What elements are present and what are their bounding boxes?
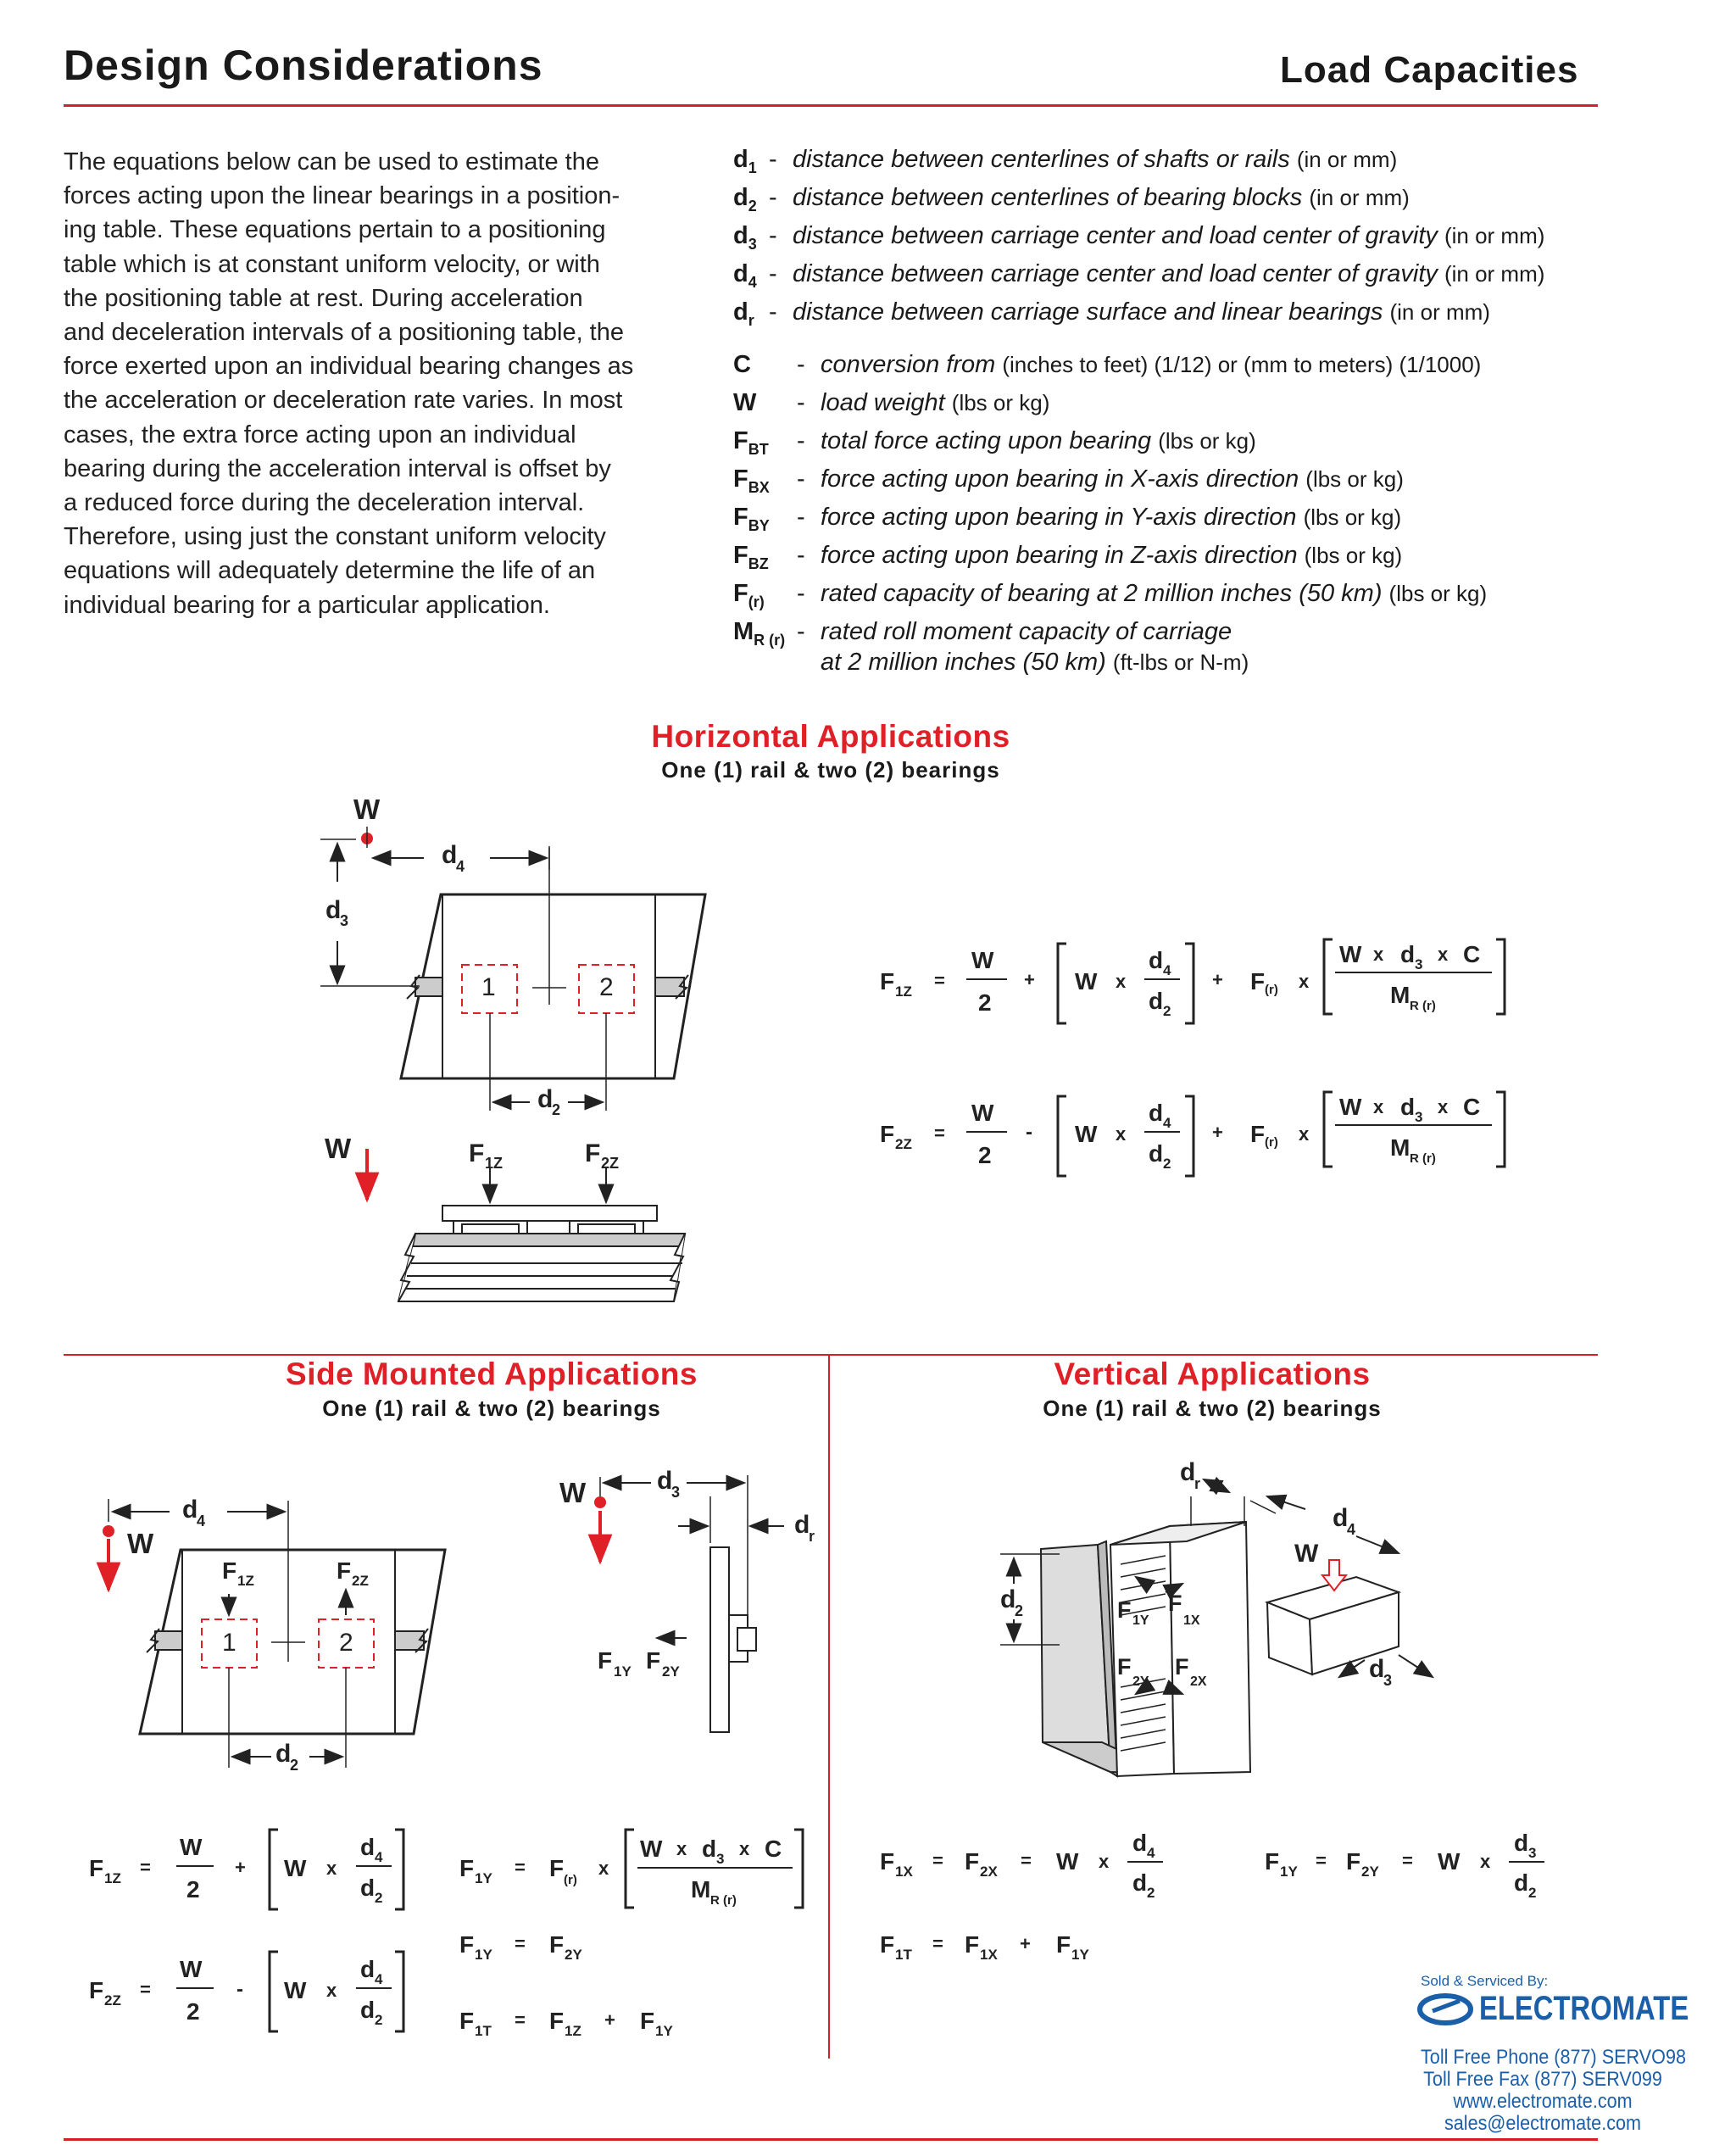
svg-text:1Y: 1Y <box>475 1947 492 1963</box>
svg-text:F: F <box>1117 1654 1132 1680</box>
svg-text:F: F <box>337 1557 352 1584</box>
svg-text:d: d <box>702 1836 717 1862</box>
svg-text:+: + <box>1212 1122 1223 1143</box>
svg-text:F: F <box>640 2008 655 2034</box>
svg-text:x: x <box>1373 944 1384 965</box>
horizontal-side-labels <box>325 1133 619 1172</box>
definition-dash: - <box>769 184 777 211</box>
label-bearing-1: 1 <box>481 973 496 1001</box>
svg-text:2Z: 2Z <box>104 1992 121 2008</box>
definition-text: load weight (lbs or kg) <box>821 389 1050 416</box>
svg-text:x: x <box>326 1980 337 2001</box>
definition-unit: (in or mm) <box>1444 261 1545 287</box>
svg-text:R (r): R (r) <box>1410 1151 1436 1166</box>
definition-symbol: C <box>733 351 751 378</box>
svg-text:d: d <box>1000 1585 1016 1613</box>
svg-text:4: 4 <box>1163 962 1171 978</box>
svg-text:d: d <box>1514 1830 1529 1856</box>
vertical-equations <box>880 1830 1544 1963</box>
svg-text:3: 3 <box>1415 1109 1423 1125</box>
svg-text:C: C <box>1463 941 1481 967</box>
svg-text:W: W <box>1075 968 1098 994</box>
svg-text:=: = <box>932 1933 943 1954</box>
svg-text:x: x <box>676 1838 687 1859</box>
definition-dash: - <box>769 260 777 287</box>
intro-line: Therefore, using just the constant uniform velocity <box>64 523 606 551</box>
svg-text:2: 2 <box>1528 1885 1537 1901</box>
definition-text: at 2 million inches (50 km) (ft-lbs or N-m) <box>821 649 1249 676</box>
vertical-iso-view <box>1000 1479 1433 1776</box>
svg-text:d: d <box>1149 947 1164 973</box>
svg-text:+: + <box>604 2009 615 2031</box>
svg-text:F: F <box>880 1931 895 1958</box>
definition-symbol: $M_{R (r)}$ <box>733 618 786 649</box>
svg-text:F: F <box>1346 1848 1361 1875</box>
svg-text:M: M <box>1390 982 1410 1008</box>
svg-text:2Y: 2Y <box>1132 1674 1149 1689</box>
svg-text:1Y: 1Y <box>1132 1613 1149 1628</box>
svg-text:2: 2 <box>290 1757 299 1774</box>
vertical-subtitle: One (1) rail & two (2) bearings <box>1043 1396 1382 1421</box>
svg-text:2Z: 2Z <box>895 1136 912 1152</box>
label-bearing-2: 2 <box>599 973 614 1001</box>
svg-text:r: r <box>1194 1475 1201 1492</box>
vertical-title: Vertical Applications <box>1054 1357 1371 1391</box>
svg-text:R (r): R (r) <box>710 1893 737 1908</box>
svg-text:2: 2 <box>552 1101 561 1118</box>
definition-dash: - <box>797 580 805 607</box>
svg-text:C: C <box>1463 1094 1481 1120</box>
intro-line: bearing during the acceleration interval is offset by <box>64 454 611 482</box>
definition-unit: (lbs or kg) <box>1304 543 1403 568</box>
definition-symbol: $d_4$ <box>733 260 757 291</box>
page-subtitle: Load Capacities <box>1280 49 1579 91</box>
definition-symbol: $d_r$ <box>733 298 754 329</box>
svg-text:d: d <box>1333 1504 1349 1532</box>
svg-text:3: 3 <box>1383 1672 1393 1689</box>
definition-dash: - <box>797 542 805 569</box>
svg-text:F: F <box>598 1647 613 1674</box>
svg-text:F: F <box>459 2008 475 2034</box>
svg-text:F: F <box>549 1931 565 1958</box>
label-d3: d <box>326 896 342 924</box>
svg-text:2Y: 2Y <box>565 1947 582 1963</box>
svg-text:2: 2 <box>978 1142 992 1168</box>
definition-text: distance between carriage surface and linear bearings (in or mm) <box>793 298 1490 326</box>
definition-unit: (lbs or kg) <box>951 390 1050 415</box>
svg-text:x: x <box>739 1838 750 1859</box>
svg-text:W: W <box>1056 1848 1079 1875</box>
svg-text:4: 4 <box>375 1849 383 1865</box>
svg-text:(r): (r) <box>564 1873 577 1887</box>
side-top-view <box>103 1499 445 1768</box>
horizontal-subtitle: One (1) rail & two (2) bearings <box>661 757 1000 783</box>
horizontal-top-view <box>320 827 705 1111</box>
svg-text:4: 4 <box>1347 1521 1356 1538</box>
svg-text:x: x <box>1373 1096 1384 1117</box>
svg-text:W: W <box>971 1100 994 1126</box>
svg-text:=: = <box>1021 1850 1032 1871</box>
label-W: W <box>353 794 381 825</box>
label-F1z: F <box>469 1139 485 1167</box>
horizontal-side-view <box>367 1149 685 1301</box>
svg-text:F: F <box>1175 1654 1189 1680</box>
definition-symbol: $d_1$ <box>733 146 757 176</box>
definition-text: distance between carriage center and load center of gravity (in or mm) <box>793 222 1545 249</box>
svg-text:F: F <box>1168 1591 1182 1616</box>
svg-text:W: W <box>1339 941 1362 967</box>
svg-text:F: F <box>89 1855 104 1881</box>
svg-text:x: x <box>1116 1123 1127 1145</box>
svg-text:2Y: 2Y <box>1361 1864 1379 1880</box>
svg-text:2Z: 2Z <box>601 1155 620 1172</box>
svg-text:d: d <box>794 1511 810 1539</box>
svg-text:x: x <box>1099 1851 1110 1872</box>
svg-text:2Y: 2Y <box>662 1663 680 1680</box>
definition-symbol: $F_{BZ}$ <box>733 542 769 572</box>
svg-text:F: F <box>965 1848 980 1875</box>
svg-text:(r): (r) <box>1265 983 1278 997</box>
definition-unit: (in or mm) <box>1389 299 1490 325</box>
intro-line: the positioning table at rest. During acceleration <box>64 284 583 312</box>
definition-text: distance between centerlines of shafts or rails (in or mm) <box>793 146 1398 173</box>
svg-text:1X: 1X <box>895 1864 913 1880</box>
svg-text:2: 2 <box>978 989 992 1016</box>
svg-text:4: 4 <box>1147 1845 1155 1861</box>
definition-symbol: $F_{BT}$ <box>733 427 769 458</box>
svg-text:1Z: 1Z <box>565 2023 581 2039</box>
svg-text:2: 2 <box>186 1876 200 1903</box>
page-title: Design Considerations <box>64 42 543 89</box>
svg-text:d: d <box>182 1496 198 1524</box>
svg-text:2: 2 <box>339 1629 353 1657</box>
svg-text:C: C <box>765 1836 782 1862</box>
definition-dash: - <box>797 504 805 531</box>
svg-text:+: + <box>1020 1933 1031 1954</box>
svg-text:F: F <box>549 2008 565 2034</box>
svg-text:W: W <box>284 1855 307 1881</box>
svg-text:M: M <box>1390 1134 1410 1161</box>
svg-text:2: 2 <box>375 2012 383 2028</box>
definition-symbol: W <box>733 389 757 416</box>
definition-unit: (in or mm) <box>1309 185 1410 210</box>
definition-symbol: $d_2$ <box>733 184 757 214</box>
svg-text:W: W <box>284 1977 307 2003</box>
svg-text:d: d <box>1369 1655 1385 1683</box>
definition-text: force acting upon bearing in X-axis direction (lbs or kg) <box>821 465 1404 493</box>
svg-text:W: W <box>559 1477 587 1508</box>
svg-text:+: + <box>235 1857 246 1878</box>
label-d4: d <box>442 841 458 869</box>
svg-text:3: 3 <box>1415 956 1423 972</box>
svg-text:W: W <box>180 1956 203 1982</box>
definition-text: force acting upon bearing in Y-axis direction (lbs or kg) <box>821 504 1402 531</box>
svg-text:F: F <box>965 1931 980 1958</box>
definition-dash: - <box>797 618 805 645</box>
contact-block <box>1421 2046 1686 2135</box>
svg-text:F: F <box>1056 1931 1071 1958</box>
svg-text:2X: 2X <box>980 1864 998 1880</box>
svg-text:d: d <box>360 1875 376 1901</box>
svg-text:d: d <box>360 1956 376 1982</box>
definition-dash: - <box>769 146 777 173</box>
svg-text:x: x <box>1438 1096 1449 1117</box>
svg-text:F: F <box>89 1977 104 2003</box>
svg-text:F: F <box>1250 1121 1266 1147</box>
svg-text:W: W <box>127 1528 154 1559</box>
definition-text: total force acting upon bearing (lbs or kg) <box>821 427 1256 454</box>
intro-line: table which is at constant uniform velocity, or with <box>64 250 600 278</box>
svg-text:1: 1 <box>222 1629 236 1657</box>
svg-text:+: + <box>1212 969 1223 990</box>
definition-symbol: $d_3$ <box>733 222 757 253</box>
svg-text:=: = <box>1402 1850 1413 1871</box>
definition-dash: - <box>769 222 777 249</box>
svg-text:2: 2 <box>1163 1156 1171 1172</box>
svg-text:2: 2 <box>1147 1885 1155 1901</box>
svg-text:F: F <box>549 1855 565 1881</box>
svg-text:x: x <box>1438 944 1449 965</box>
definition-unit: (ft-lbs or N-m) <box>1112 649 1249 675</box>
svg-text:d: d <box>1149 1140 1164 1167</box>
definition-text: rated capacity of bearing at 2 million inches (50 km) (lbs or kg) <box>821 580 1488 607</box>
horizontal-title: Horizontal Applications <box>651 719 1010 754</box>
definition-unit: (lbs or kg) <box>1305 466 1404 492</box>
svg-text:=: = <box>140 1857 151 1878</box>
electromate-logo-icon <box>1420 1996 1471 2023</box>
svg-text:+: + <box>1024 969 1035 990</box>
svg-text:1Y: 1Y <box>655 2023 673 2039</box>
svg-text:4: 4 <box>375 1971 383 1987</box>
rail-stub <box>415 978 442 996</box>
footer-rule <box>64 2138 1598 2141</box>
definition-text: force acting upon bearing in Z-axis direction (lbs or kg) <box>821 542 1403 569</box>
svg-text:W: W <box>971 947 994 973</box>
svg-text:2: 2 <box>1015 1602 1024 1619</box>
svg-text:W: W <box>640 1836 663 1862</box>
svg-text:x: x <box>326 1858 337 1879</box>
intro-line: force exerted upon an individual bearing changes as <box>64 353 634 381</box>
label-F2z: F <box>585 1139 601 1167</box>
svg-text:F: F <box>1250 968 1266 994</box>
definition-dash: - <box>797 427 805 454</box>
intro-line: a reduced force during the deceleration interval. <box>64 489 585 517</box>
svg-text:=: = <box>515 1933 526 1954</box>
definition-dash: - <box>769 298 777 326</box>
svg-text:x: x <box>1480 1851 1491 1872</box>
svg-text:R (r): R (r) <box>1410 999 1436 1013</box>
svg-text:d: d <box>1149 988 1164 1014</box>
svg-text:2: 2 <box>186 1998 200 2025</box>
definition-unit: (in or mm) <box>1296 147 1398 172</box>
intro-line: individual bearing for a particular application. <box>64 591 550 619</box>
svg-text:x: x <box>1299 1123 1310 1145</box>
svg-text:W: W <box>1294 1540 1319 1568</box>
svg-text:d: d <box>1400 1094 1416 1120</box>
svg-text:=: = <box>515 2009 526 2031</box>
svg-text:3: 3 <box>716 1851 725 1867</box>
contact-fax: Toll Free Fax (877) SERV099 <box>1423 2068 1662 2091</box>
svg-text:(r): (r) <box>1265 1135 1278 1150</box>
svg-text:F: F <box>459 1931 475 1958</box>
svg-text:1X: 1X <box>1183 1613 1200 1628</box>
definition-symbol: $F_{BY}$ <box>733 504 770 534</box>
svg-text:=: = <box>932 1850 943 1871</box>
svg-text:1Z: 1Z <box>485 1155 504 1172</box>
svg-text:d: d <box>1132 1830 1148 1856</box>
svg-text:1Y: 1Y <box>1280 1864 1298 1880</box>
definition-text: distance between carriage center and load center of gravity (in or mm) <box>793 260 1545 287</box>
definition-text: conversion from (inches to feet) (1/12) or (mm to meters) (1/1000) <box>821 351 1482 378</box>
svg-text:d: d <box>275 1740 292 1768</box>
svg-text:=: = <box>140 1979 151 2000</box>
svg-text:1Y: 1Y <box>1071 1947 1089 1963</box>
svg-text:=: = <box>515 1857 526 1878</box>
svg-text:d: d <box>1400 941 1416 967</box>
svg-text:-: - <box>236 1978 243 2001</box>
definition-unit: (lbs or kg) <box>1158 428 1256 454</box>
contact-email[interactable]: sales@electromate.com <box>1444 2112 1642 2135</box>
svg-text:1Y: 1Y <box>614 1663 632 1680</box>
svg-text:d: d <box>1180 1458 1196 1486</box>
definition-unit: (in or mm) <box>1444 223 1545 248</box>
svg-text:2: 2 <box>1163 1003 1171 1019</box>
svg-text:F: F <box>222 1557 237 1584</box>
svg-text:4: 4 <box>197 1513 206 1529</box>
svg-text:W: W <box>1339 1094 1362 1120</box>
svg-text:d: d <box>657 1467 673 1495</box>
svg-text:F: F <box>646 1647 661 1674</box>
label-d2: d <box>537 1085 554 1113</box>
svg-text:x: x <box>1116 971 1127 992</box>
side-profile-view <box>594 1475 784 1732</box>
svg-text:1T: 1T <box>475 2023 492 2039</box>
svg-text:=: = <box>934 1123 945 1144</box>
side-equations <box>89 1830 803 2039</box>
definition-text: rated roll moment capacity of carriage <box>821 618 1232 645</box>
definition-unit: (lbs or kg) <box>1303 504 1402 530</box>
svg-text:W: W <box>1075 1121 1098 1147</box>
svg-text:x: x <box>598 1858 609 1879</box>
svg-text:=: = <box>934 970 945 991</box>
eq-lhs: F <box>880 968 895 994</box>
svg-text:r: r <box>809 1528 815 1545</box>
definition-dash: - <box>797 465 805 493</box>
definition-unit: (inches to feet) (1/12) or (mm to meters) (1/1000) <box>1002 352 1482 377</box>
intro-line: cases, the extra force acting upon an individual <box>64 421 576 448</box>
horizontal-equations <box>880 939 1505 1176</box>
intro-line: forces acting upon the linear bearings in a position- <box>64 182 620 210</box>
svg-text:F: F <box>880 1121 895 1147</box>
contact-web[interactable]: www.electromate.com <box>1453 2090 1633 2113</box>
svg-text:3: 3 <box>340 912 349 929</box>
svg-text:2Z: 2Z <box>352 1573 369 1589</box>
svg-text:4: 4 <box>456 858 465 875</box>
svg-text:-: - <box>1026 1121 1032 1144</box>
svg-text:d: d <box>1132 1869 1148 1896</box>
definition-unit: (lbs or kg) <box>1388 581 1488 606</box>
side-title: Side Mounted Applications <box>286 1357 698 1391</box>
definition-symbol: $F_{(r)}$ <box>733 580 765 610</box>
svg-text:3: 3 <box>671 1484 681 1501</box>
definition-text: distance between centerlines of bearing blocks (in or mm) <box>793 184 1410 211</box>
side-subtitle: One (1) rail & two (2) bearings <box>322 1396 661 1421</box>
svg-text:1Z: 1Z <box>237 1573 254 1589</box>
sold-by-label: Sold & Serviced By: <box>1421 1973 1549 1989</box>
contact-phone: Toll Free Phone (877) SERVO98 <box>1421 2046 1686 2069</box>
svg-text:2: 2 <box>375 1890 383 1906</box>
definition-symbol: $F_{BX}$ <box>733 465 770 496</box>
svg-text:1X: 1X <box>980 1947 998 1963</box>
svg-text:W: W <box>1438 1848 1461 1875</box>
intro-line: equations will adequately determine the life of an <box>64 557 596 585</box>
svg-text:F: F <box>459 1855 475 1881</box>
svg-text:d: d <box>360 1997 376 2023</box>
svg-text:d: d <box>1149 1100 1164 1126</box>
intro-line: the acceleration or deceleration rate varies. In most <box>64 387 623 415</box>
svg-text:4: 4 <box>1163 1115 1171 1131</box>
svg-text:=: = <box>1316 1850 1327 1871</box>
svg-text:1Z: 1Z <box>895 983 912 1000</box>
svg-text:F: F <box>880 1848 895 1875</box>
svg-text:F: F <box>1265 1848 1280 1875</box>
svg-text:1T: 1T <box>895 1947 912 1963</box>
intro-line: and deceleration intervals of a positioning table, the <box>64 319 624 347</box>
label-W-side: W <box>325 1133 352 1164</box>
svg-text:1Z: 1Z <box>104 1870 121 1886</box>
definition-dash: - <box>797 351 805 378</box>
brand-name: ELECTROMATE <box>1479 1990 1689 2027</box>
intro-line: The equations below can be used to estimate the <box>64 148 599 176</box>
svg-text:2X: 2X <box>1190 1674 1207 1689</box>
intro-line: ing table. These equations pertain to a positioning <box>64 216 606 244</box>
svg-text:x: x <box>1299 971 1310 992</box>
svg-text:F: F <box>1117 1597 1132 1623</box>
svg-text:d: d <box>1514 1869 1529 1896</box>
svg-text:W: W <box>180 1834 203 1860</box>
svg-text:d: d <box>360 1834 376 1860</box>
definition-dash: - <box>797 389 805 416</box>
svg-text:1Y: 1Y <box>475 1870 492 1886</box>
svg-text:3: 3 <box>1528 1845 1537 1861</box>
svg-text:M: M <box>691 1876 711 1903</box>
